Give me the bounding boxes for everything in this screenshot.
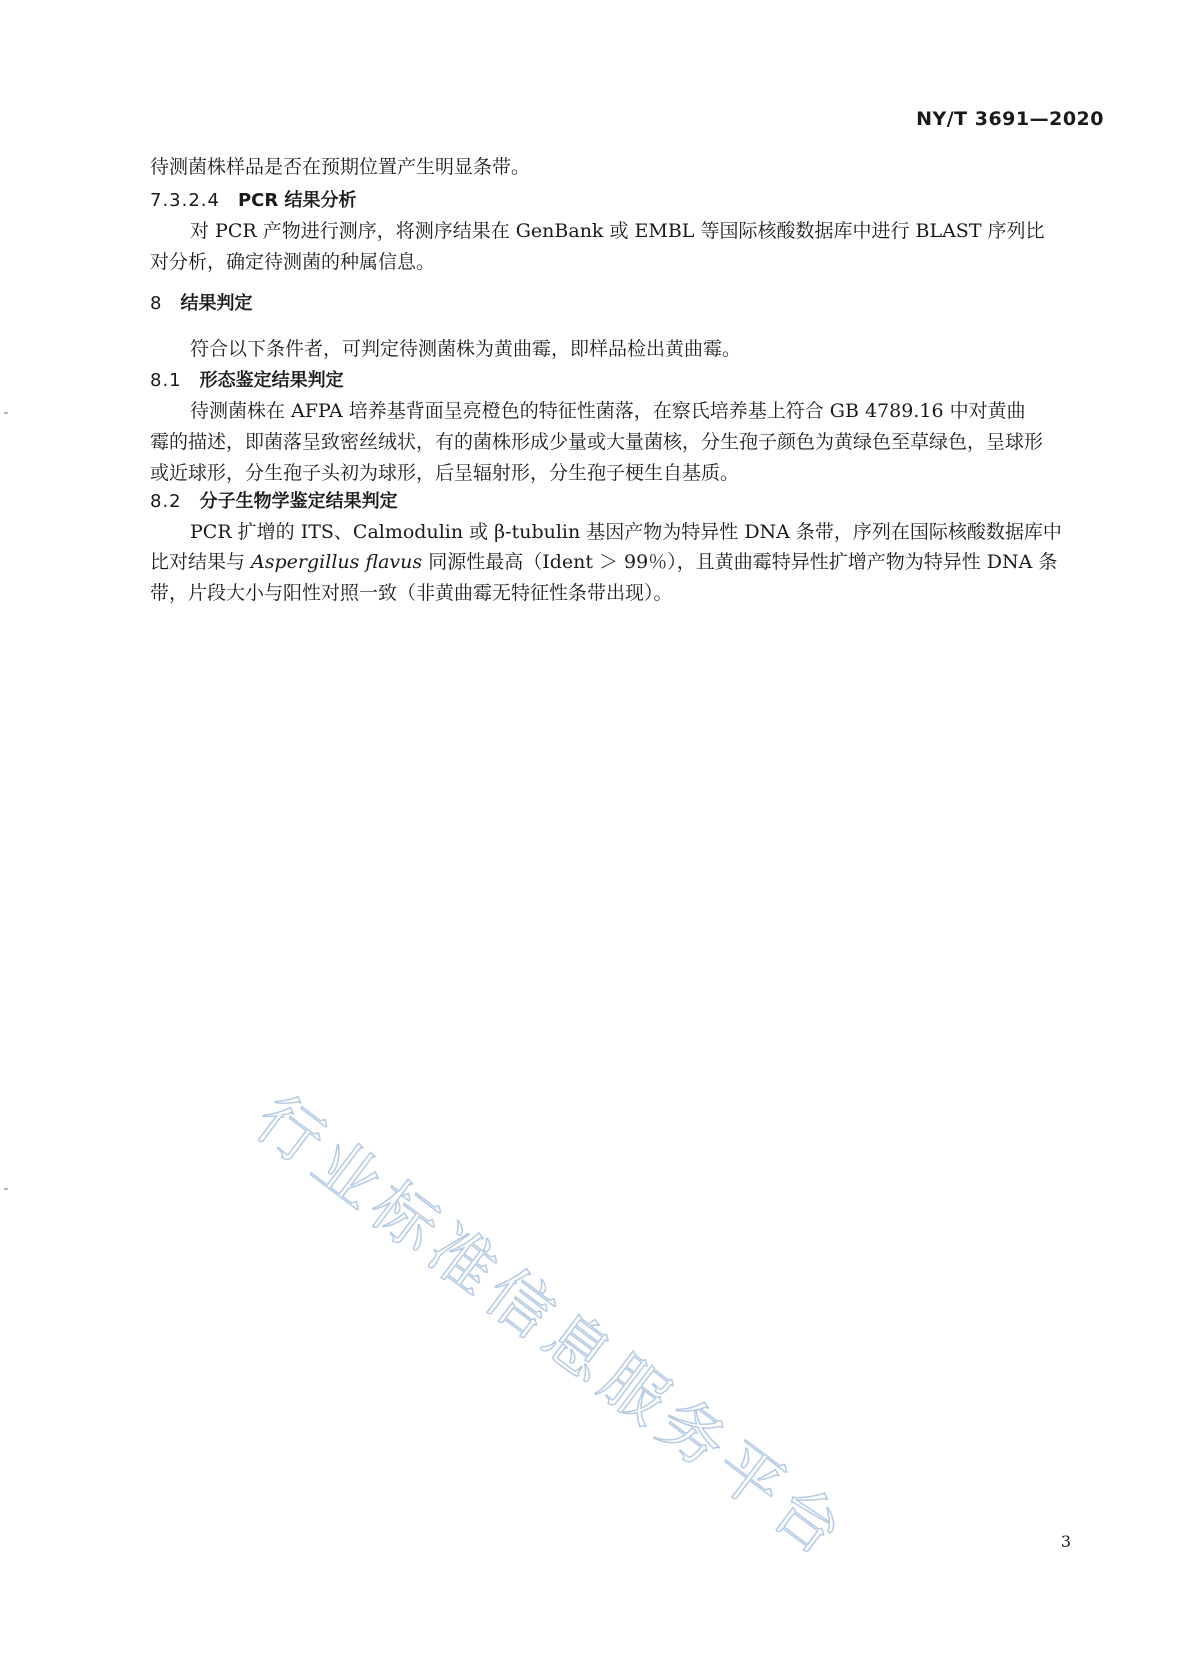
- section-title: 分子生物学鉴定结果判定: [199, 491, 398, 512]
- standard-code: NY/T 3691—2020: [916, 108, 1104, 130]
- section-number: 8.2: [150, 491, 182, 512]
- paragraph-line: 符合以下条件者，可判定待测菌株为黄曲霉，即样品检出黄曲霉。: [190, 338, 742, 360]
- scan-margin-mark: [4, 1188, 8, 1190]
- section-title: 结果判定: [180, 293, 253, 314]
- page-number: 3: [1060, 1532, 1071, 1551]
- section-title: 形态鉴定结果判定: [199, 370, 344, 391]
- paragraph-line: 对 PCR 产物进行测序，将测序结果在 GenBank 或 EMBL 等国际核酸数据库中进行 BLAST 序列比: [190, 220, 1045, 242]
- paragraph-line: 或近球形，分生孢子头初为球形，后呈辐射形，分生孢子梗生自基质。: [150, 462, 740, 484]
- section-8-heading: [150, 289, 1090, 319]
- section-7-3-2-4-heading: [150, 186, 1090, 216]
- paragraph-line: 霉的描述，即菌落呈致密丝绒状，有的菌株形成少量或大量菌核，分生孢子颜色为黄绿色至草绿色，呈球形: [150, 431, 1044, 453]
- paragraph-line: 带，片段大小与阳性对照一致（非黄曲霉无特征性条带出现）。: [150, 582, 673, 604]
- continuation-text: 待测菌株样品是否在预期位置产生明显条带。: [150, 156, 531, 178]
- scan-margin-mark: [4, 412, 8, 414]
- paragraph-line: PCR 扩增的 ITS、Calmodulin 或 β-tubulin 基因产物为特异性 DNA 条带，序列在国际核酸数据库中: [190, 521, 1062, 543]
- section-number: 8: [150, 293, 163, 314]
- section-8-2-heading: [150, 487, 1090, 517]
- paragraph-line: 对分析，确定待测菌的种属信息。: [150, 251, 436, 273]
- section-8-1-heading: [150, 366, 1090, 396]
- paragraph-line: 待测菌株在 AFPA 培养基背面呈亮橙色的特征性菌落，在察氏培养基上符合 GB 4789.16 中对黄曲: [190, 400, 1026, 422]
- section-number: 8.1: [150, 370, 182, 391]
- text-run: 比对结果与: [150, 551, 252, 573]
- section-title: PCR 结果分析: [237, 190, 357, 211]
- watermark: 行业标准信息服务平台: [241, 1081, 861, 1575]
- section-number: 7.3.2.4: [150, 190, 220, 211]
- text-run: 同源性最高（Ident ＞ 99％），且黄曲霉特异性扩增产物为特异性 DNA 条: [422, 551, 1058, 573]
- species-name: Aspergillus flavus: [251, 551, 423, 573]
- paragraph-line: [150, 547, 1090, 577]
